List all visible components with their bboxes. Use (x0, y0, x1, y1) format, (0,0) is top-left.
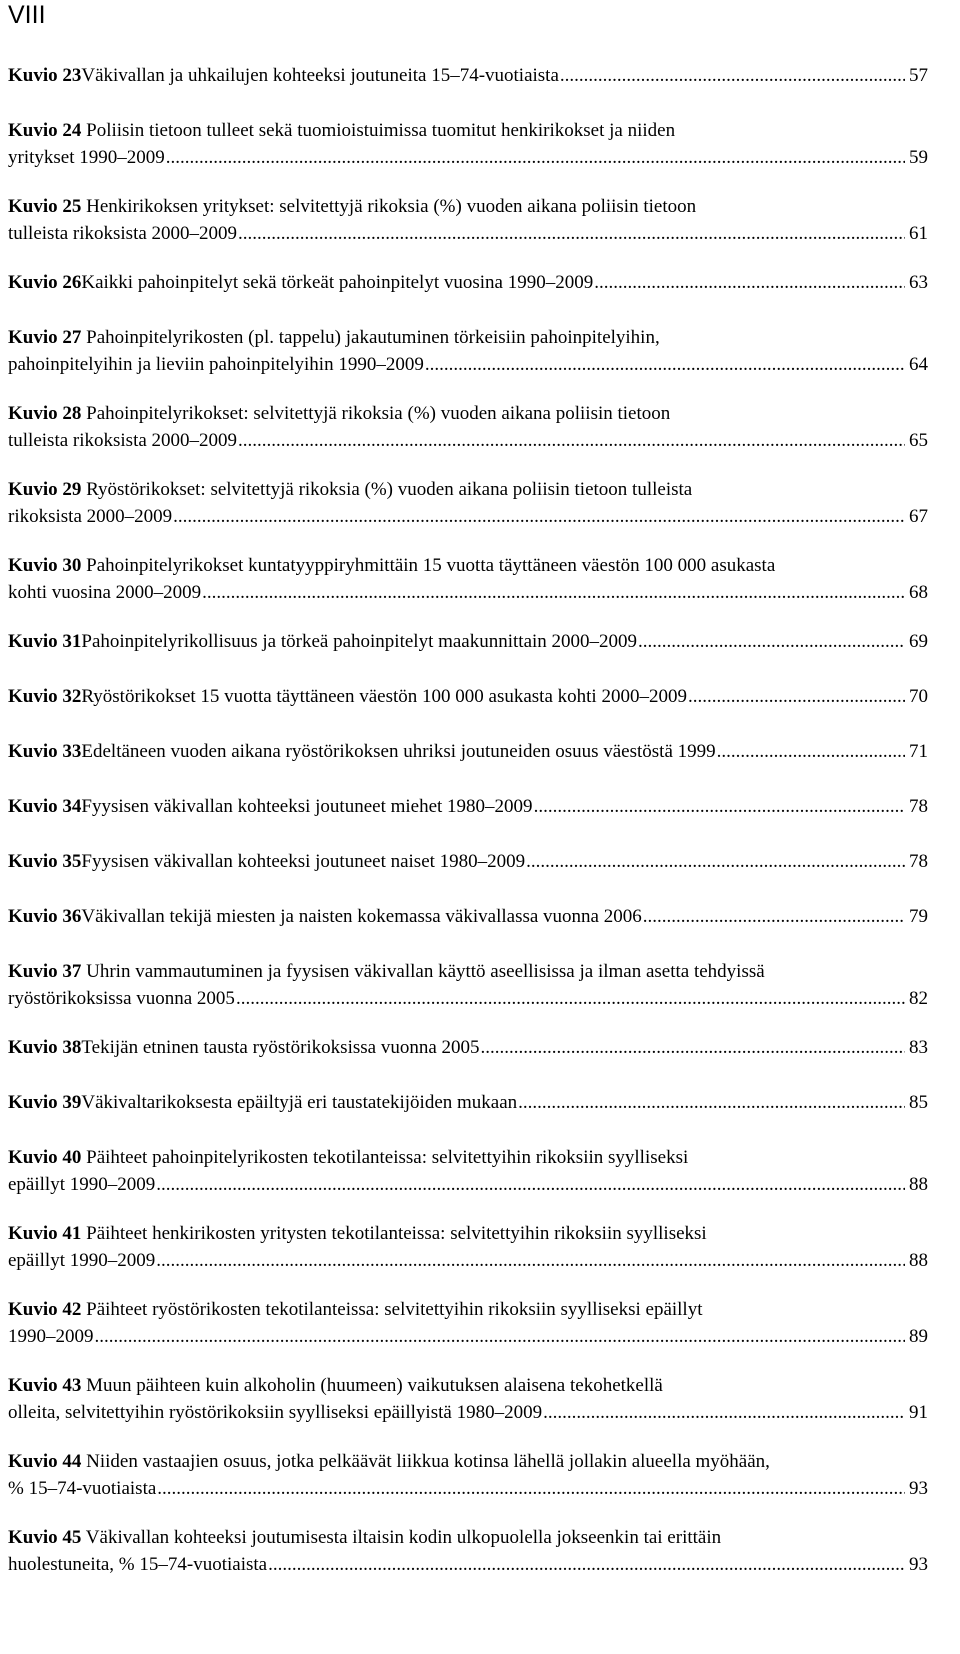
entry-label: Kuvio 40 (8, 1147, 82, 1168)
entry-title-end: epäillyt 1990–2009 (8, 1250, 156, 1271)
entry-title-end: Väkivallan tekijä miesten ja naisten kokemassa väkivallassa vuonna 2006 (81, 906, 642, 927)
entry-title-end: Kaikki pahoinpitelyt sekä törkeät pahoinpitelyt vuosina 1990–2009 (81, 272, 594, 293)
entry-label: Kuvio 31 (8, 631, 82, 652)
dot-leader (594, 269, 905, 296)
entry-page-number: 79 (909, 906, 928, 927)
entry-last-line (8, 1089, 928, 1116)
entry-label: Kuvio 38 (8, 1037, 82, 1058)
toc-entry[interactable] (8, 1034, 928, 1061)
toc-entry[interactable] (8, 1296, 928, 1350)
entry-title-end: Väkivallan ja uhkailujen kohteeksi joutuneita 15–74-vuotiaista (81, 65, 559, 86)
toc-entry[interactable] (8, 62, 928, 89)
entry-title-part: Henkirikoksen yritykset: selvitettyjä rikoksia (%) vuoden aikana poliisin tietoon (86, 196, 697, 217)
dot-leader (156, 1171, 905, 1198)
entry-page-number: 71 (909, 741, 928, 762)
entry-last-line (8, 1399, 928, 1426)
entry-last-line (8, 793, 928, 820)
entry-label: Kuvio 30 (8, 555, 82, 576)
dot-leader (425, 351, 905, 378)
dot-leader (543, 1399, 905, 1426)
entry-last-line (8, 1034, 928, 1061)
entry-page-number: 85 (909, 1092, 928, 1113)
entry-page-number: 61 (909, 223, 928, 244)
entry-title-end: ryöstörikoksissa vuonna 2005 (8, 988, 235, 1009)
entry-title-end: olleita, selvitettyihin ryöstörikoksiin syylliseksi epäillyistä 1980–2009 (8, 1402, 543, 1423)
entry-page-number: 89 (909, 1326, 928, 1347)
entry-title-end: Tekijän etninen tausta ryöstörikoksissa vuonna 2005 (81, 1037, 480, 1058)
entry-title-part: Päihteet pahoinpitelyrikosten tekotilanteissa: selvitettyihin rikoksiin syylliseksi (86, 1147, 689, 1168)
entry-label: Kuvio 27 (8, 327, 82, 348)
entry-page-number: 57 (909, 65, 928, 86)
entry-page-number: 70 (909, 686, 928, 707)
entry-title-end: Fyysisen väkivallan kohteeksi joutuneet miehet 1980–2009 (81, 796, 533, 817)
toc-entry[interactable] (8, 1144, 928, 1198)
entry-first-line (8, 476, 928, 503)
dot-leader (643, 903, 905, 930)
toc-entry[interactable] (8, 738, 928, 765)
entry-last-line (8, 738, 928, 765)
toc-entry[interactable] (8, 848, 928, 875)
entry-last-line (8, 1323, 928, 1350)
toc-entry[interactable] (8, 476, 928, 530)
entry-label: Kuvio 25 (8, 196, 82, 217)
entry-title-end: Väkivaltarikoksesta epäiltyjä eri taustatekijöiden mukaan (81, 1092, 518, 1113)
entry-first-line (8, 1220, 928, 1247)
entry-label: Kuvio 28 (8, 403, 82, 424)
entry-title-part: Päihteet ryöstörikosten tekotilanteissa: selvitettyihin rikoksiin syylliseksi epäillyt (86, 1299, 703, 1320)
dot-leader (717, 738, 905, 765)
entry-last-line (8, 220, 928, 247)
toc-entry[interactable] (8, 903, 928, 930)
entry-title-end: Edeltäneen vuoden aikana ryöstörikoksen uhriksi joutuneiden osuus väestöstä 1999 (81, 741, 716, 762)
toc-entry[interactable] (8, 1089, 928, 1116)
entry-title-end: Ryöstörikokset 15 vuotta täyttäneen väestön 100 000 asukasta kohti 2000–2009 (81, 686, 687, 707)
entry-page-number: 59 (909, 147, 928, 168)
entry-last-line (8, 427, 928, 454)
dot-leader (268, 1551, 905, 1578)
dot-leader (534, 793, 905, 820)
entry-page-number: 63 (909, 272, 928, 293)
dot-leader (688, 683, 905, 710)
entry-page-number: 68 (909, 582, 928, 603)
entry-page-number: 91 (909, 1402, 928, 1423)
entry-last-line (8, 1171, 928, 1198)
entry-title-end: tulleista rikoksista 2000–2009 (8, 430, 238, 451)
entry-title-end: 1990–2009 (8, 1326, 94, 1347)
entry-label: Kuvio 41 (8, 1223, 82, 1244)
entry-page-number: 67 (909, 506, 928, 527)
page-number: VIII (8, 1, 46, 29)
entry-title-end: kohti vuosina 2000–2009 (8, 582, 202, 603)
entry-title-end: pahoinpitelyihin ja lieviin pahoinpitelyihin 1990–2009 (8, 354, 424, 375)
entry-last-line (8, 579, 928, 606)
entry-label: Kuvio 32 (8, 686, 82, 707)
dot-leader (560, 62, 905, 89)
entry-first-line (8, 1448, 928, 1475)
entry-last-line (8, 351, 928, 378)
dot-leader (236, 985, 905, 1012)
entry-title-part: Ryöstörikokset: selvitettyjä rikoksia (%) vuoden aikana poliisin tietoon tulleista (86, 479, 693, 500)
entry-title-end: huolestuneita, % 15–74-vuotiaista (8, 1554, 268, 1575)
entry-last-line (8, 903, 928, 930)
entry-last-line (8, 144, 928, 171)
dot-leader (95, 1323, 906, 1350)
entry-page-number: 65 (909, 430, 928, 451)
dot-leader (173, 503, 905, 530)
dot-leader (202, 579, 905, 606)
entry-title-end: tulleista rikoksista 2000–2009 (8, 223, 238, 244)
dot-leader (238, 427, 905, 454)
dot-leader (166, 144, 905, 171)
toc-entry[interactable] (8, 552, 928, 606)
dot-leader (518, 1089, 905, 1116)
entry-title-part: Pahoinpitelyrikokset: selvitettyjä rikoksia (%) vuoden aikana poliisin tietoon (86, 403, 671, 424)
toc-entry[interactable] (8, 400, 928, 454)
entry-title-part: Päihteet henkirikosten yritysten tekotilanteissa: selvitettyihin rikoksiin syylliseksi (86, 1223, 707, 1244)
entry-label: Kuvio 42 (8, 1299, 82, 1320)
entry-page-number: 82 (909, 988, 928, 1009)
entry-last-line (8, 1551, 928, 1578)
entry-page-number: 78 (909, 796, 928, 817)
toc-entry[interactable] (8, 1524, 928, 1578)
entry-page-number: 64 (909, 354, 928, 375)
entry-title-part: Niiden vastaajien osuus, jotka pelkäävät liikkua kotinsa lähellä jollakin alueella myöhään, (86, 1451, 770, 1472)
entry-title-part: Väkivallan kohteeksi joutumisesta iltaisin kodin ulkopuolella jokseenkin tai erittäin (85, 1527, 722, 1548)
list-of-figures (8, 62, 928, 1600)
entry-label: Kuvio 35 (8, 851, 82, 872)
toc-entry[interactable] (8, 793, 928, 820)
entry-first-line (8, 1144, 928, 1171)
toc-entry[interactable] (8, 324, 928, 378)
entry-page-number: 88 (909, 1250, 928, 1271)
entry-label: Kuvio 45 (8, 1527, 82, 1548)
dot-leader (157, 1475, 905, 1502)
entry-title-end: yritykset 1990–2009 (8, 147, 165, 168)
entry-last-line (8, 503, 928, 530)
entry-first-line (8, 958, 928, 985)
entry-label: Kuvio 33 (8, 741, 82, 762)
entry-page-number: 93 (909, 1478, 928, 1499)
toc-entry[interactable] (8, 683, 928, 710)
dot-leader (156, 1247, 905, 1274)
entry-label: Kuvio 34 (8, 796, 82, 817)
toc-entry[interactable] (8, 269, 928, 296)
entry-first-line (8, 1524, 928, 1551)
entry-first-line (8, 117, 928, 144)
entry-label: Kuvio 24 (8, 120, 82, 141)
entry-label: Kuvio 44 (8, 1451, 82, 1472)
toc-entry[interactable] (8, 193, 928, 247)
dot-leader (238, 220, 905, 247)
entry-last-line (8, 985, 928, 1012)
toc-entry[interactable] (8, 1220, 928, 1274)
entry-first-line (8, 193, 928, 220)
entry-page-number: 88 (909, 1174, 928, 1195)
entry-title-end: Pahoinpitelyrikollisuus ja törkeä pahoinpitelyt maakunnittain 2000–2009 (81, 631, 638, 652)
entry-last-line (8, 1247, 928, 1274)
entry-last-line (8, 62, 928, 89)
entry-title-end: % 15–74-vuotiaista (8, 1478, 157, 1499)
entry-title-part: Pahoinpitelyrikosten (pl. tappelu) jakautuminen törkeisiin pahoinpitelyihin, (86, 327, 660, 348)
entry-title-part: Poliisin tietoon tulleet sekä tuomioistuimissa tuomitut henkirikokset ja niiden (86, 120, 676, 141)
entry-label: Kuvio 26 (8, 272, 82, 293)
entry-title-part: Uhrin vammautuminen ja fyysisen väkivallan käyttö aseellisissa ja ilman asetta tehdyissä (86, 961, 765, 982)
entry-last-line (8, 683, 928, 710)
toc-entry[interactable] (8, 958, 928, 1012)
dot-leader (638, 628, 905, 655)
entry-page-number: 78 (909, 851, 928, 872)
toc-entry[interactable] (8, 628, 928, 655)
entry-first-line (8, 324, 928, 351)
entry-label: Kuvio 23 (8, 65, 82, 86)
entry-page-number: 93 (909, 1554, 928, 1575)
dot-leader (481, 1034, 905, 1061)
entry-last-line (8, 848, 928, 875)
entry-last-line (8, 1475, 928, 1502)
entry-title-end: epäillyt 1990–2009 (8, 1174, 156, 1195)
entry-page-number: 83 (909, 1037, 928, 1058)
entry-title-end: rikoksista 2000–2009 (8, 506, 173, 527)
entry-title-end: Fyysisen väkivallan kohteeksi joutuneet naiset 1980–2009 (81, 851, 526, 872)
toc-entry[interactable] (8, 1372, 928, 1426)
entry-label: Kuvio 36 (8, 906, 82, 927)
toc-entry[interactable] (8, 117, 928, 171)
toc-entry[interactable] (8, 1448, 928, 1502)
entry-page-number: 69 (909, 631, 928, 652)
entry-first-line (8, 552, 928, 579)
entry-first-line (8, 1372, 928, 1399)
entry-first-line (8, 1296, 928, 1323)
entry-label: Kuvio 29 (8, 479, 82, 500)
dot-leader (526, 848, 905, 875)
entry-last-line (8, 628, 928, 655)
entry-first-line (8, 400, 928, 427)
entry-label: Kuvio 39 (8, 1092, 82, 1113)
entry-title-part: Pahoinpitelyrikokset kuntatyyppiryhmittäin 15 vuotta täyttäneen väestön 100 000 asukasta (86, 555, 776, 576)
entry-label: Kuvio 43 (8, 1375, 82, 1396)
entry-last-line (8, 269, 928, 296)
entry-label: Kuvio 37 (8, 961, 82, 982)
entry-title-part: Muun päihteen kuin alkoholin (huumeen) vaikutuksen alaisena tekohetkellä (86, 1375, 663, 1396)
